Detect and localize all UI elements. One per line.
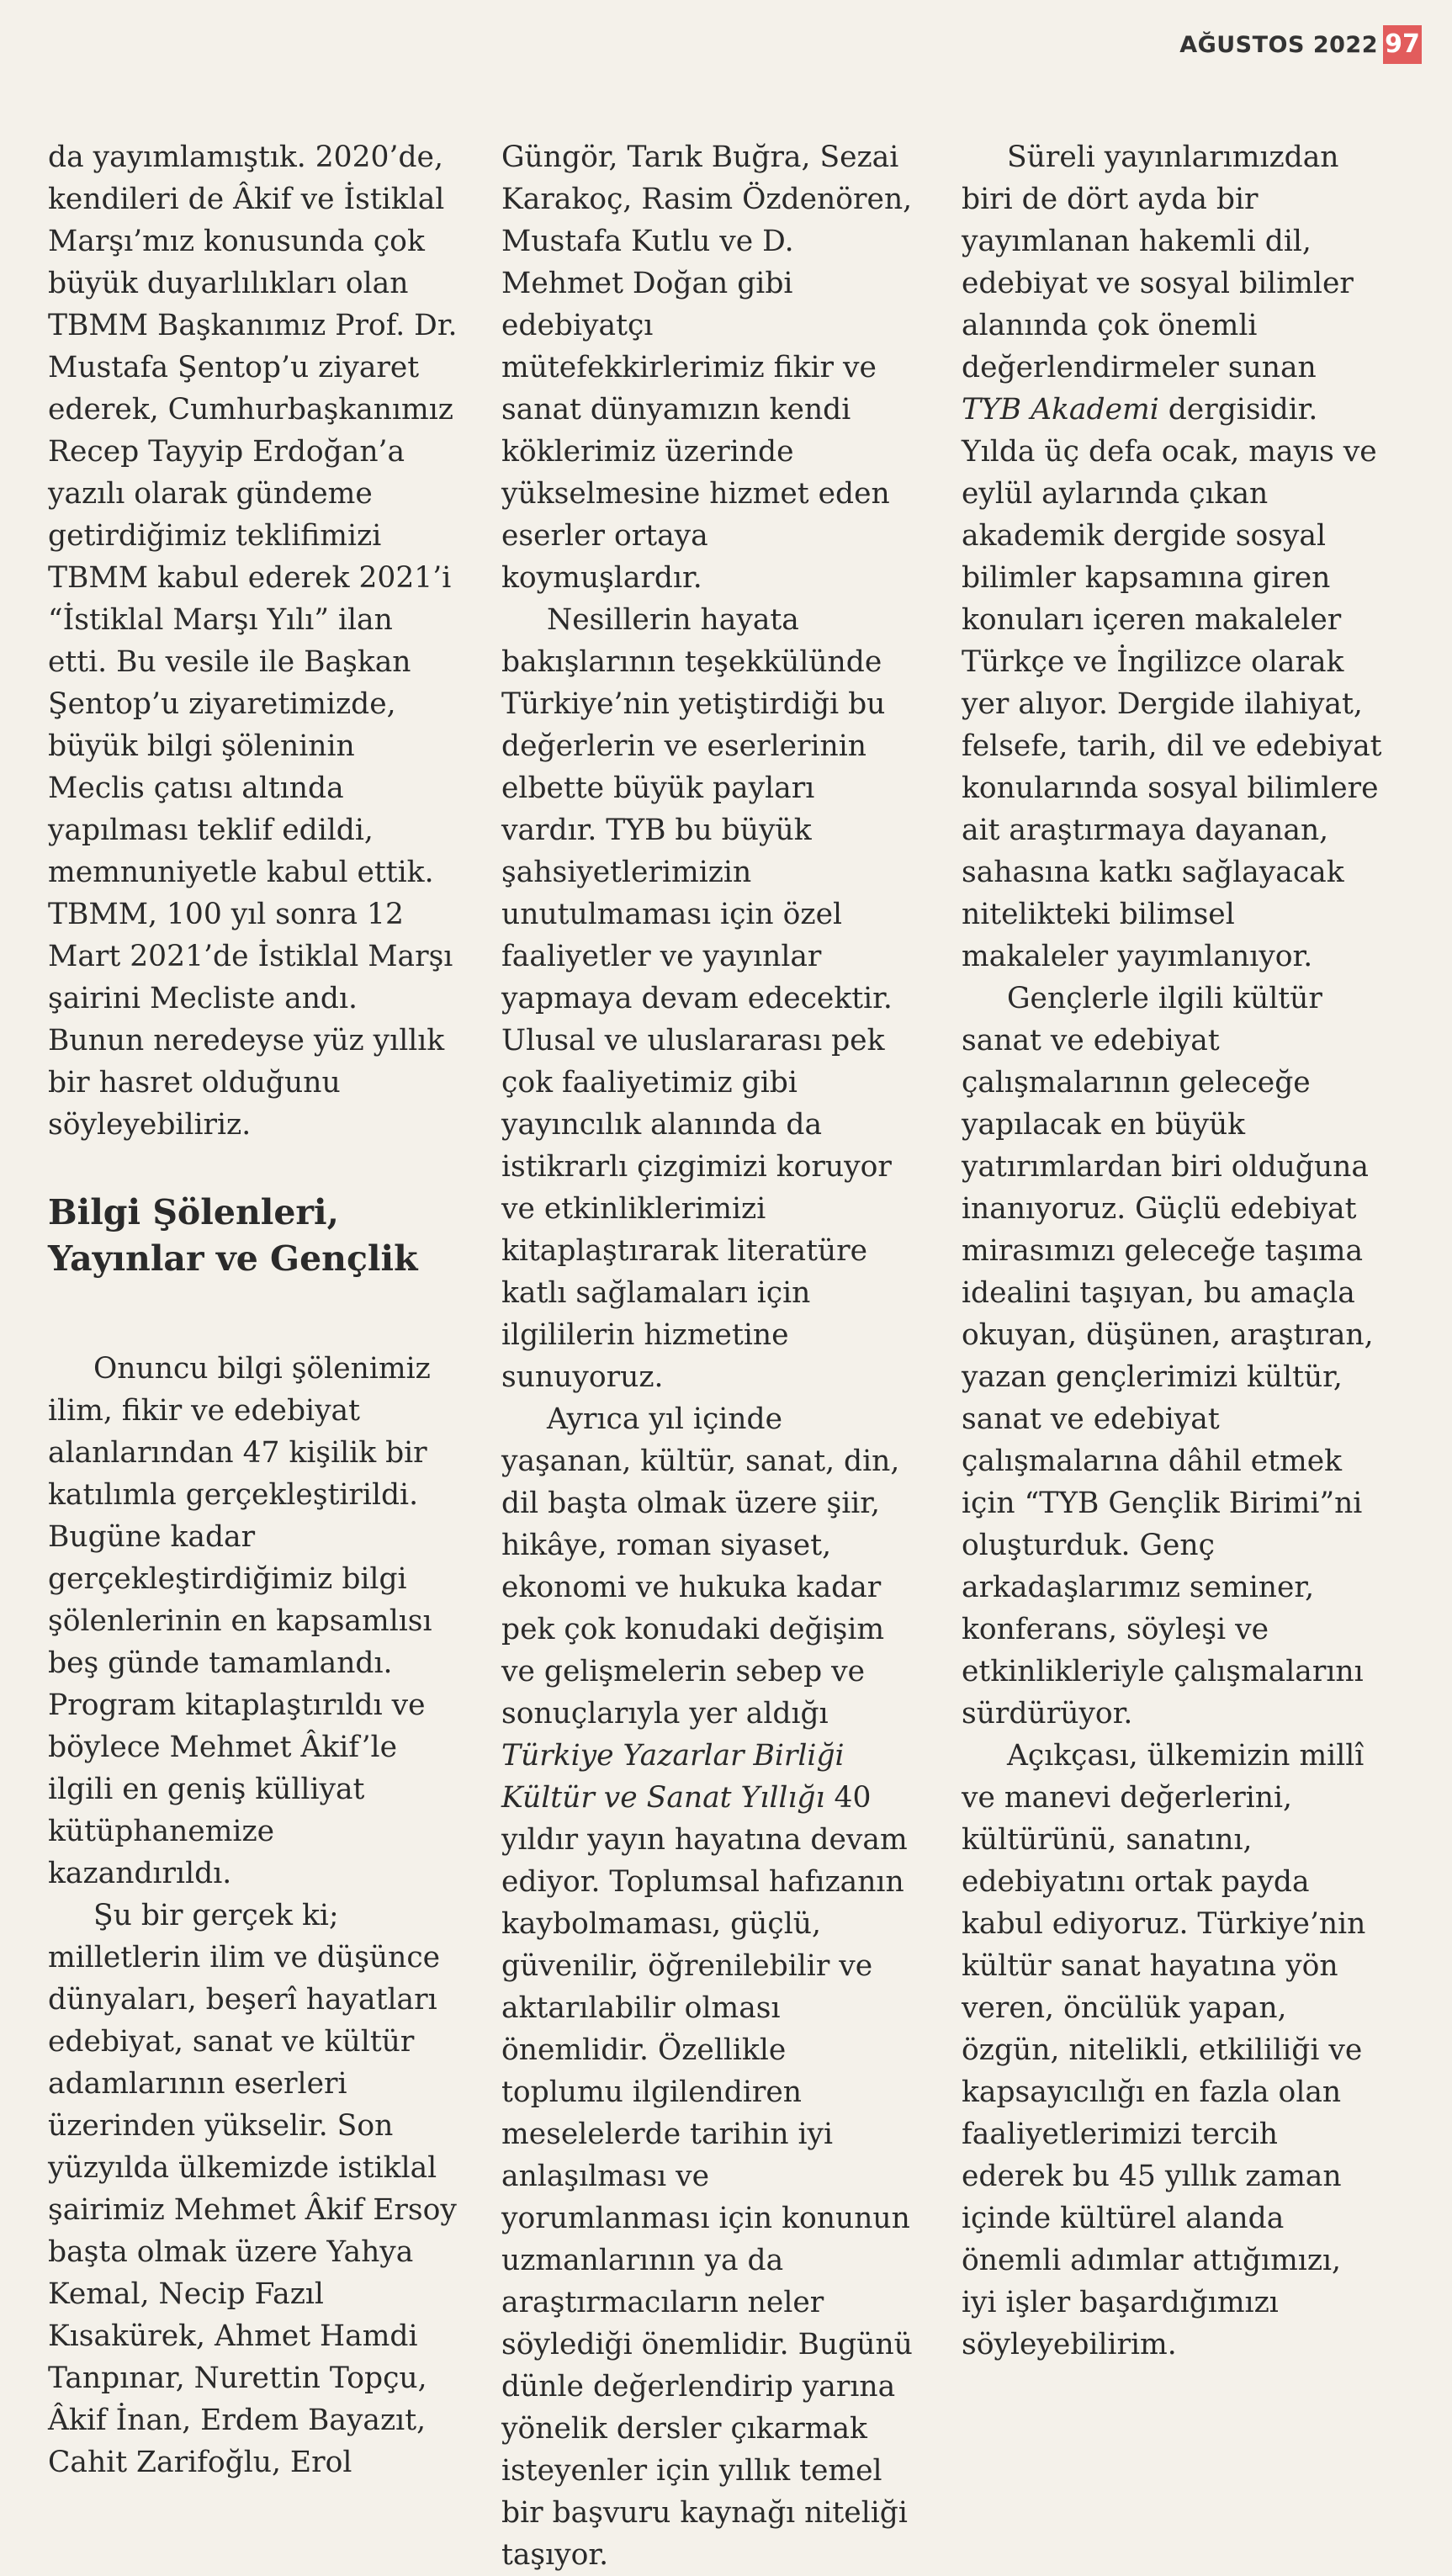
- paragraph: Güngör, Tarık Buğra, Sezai Karakoç, Rasim Özdenören, Mustafa Kutlu ve D. Mehmet Doğan gibi edebiyatçı mütefekkirlerimiz fikir ve sanat dünyamızın kendi köklerimiz üzerinde yükselmesine hizmet eden eserler ortaya koymuşlardır.: [501, 140, 913, 595]
- page-header: [1179, 25, 1422, 64]
- paragraph: [501, 1398, 914, 2576]
- paragraph: Açıkçası, ülkemizin millî ve manevi değerlerini, kültürünü, sanatını, edebiyatını ortak payda kabul ediyoruz. Türkiye’nin kültür sanat hayatına yön veren, öncülük yapan, özgün, nitelikli, etkililiği ve kapsayıcılığı en fazla olan faaliyetlerimizi tercih ederek bu 45 yıllık zaman içinde kültürel alanda önemli adımlar attığımızı, iyi işler başardığımızı söyleyebilirim.: [962, 1739, 1366, 2361]
- paragraph-text: 40 yıldır yayın hayatına devam ediyor. Toplumsal hafızanın kaybolmaması, güçlü, güvenilir, öğrenilebilir ve aktarılabilir olması önemlidir. Özellikle toplumu ilgilendiren meselelerde tarihin iyi anlaşılması ve yorumlanması için konunun uzmanlarının ya da araştırmacıların neler söylediği önemlidir. Bugünü dünle değerlendirip yarına yönelik dersler çıkarmak isteyenler için yıllık temel bir başvuru kaynağı niteliği taşıyor.: [501, 1781, 913, 2572]
- paragraph-text: Ayrıca yıl içinde yaşanan, kültür, sanat, din, dil başta olmak üzere şiir, hikâye, roman siyaset, ekonomi ve hukuka kadar pek çok konudaki değişim ve gelişmelerin sebep ve sonuçlarıyla yer aldığı: [501, 1402, 900, 1731]
- issue-date: AĞUSTOS 2022: [1179, 31, 1378, 58]
- text-column-2: [501, 136, 914, 2576]
- paragraph: Gençlerle ilgili kültür sanat ve edebiyat çalışmalarının geleceğe yapılacak en büyük yatırımlardan biri olduğuna inanıyoruz. Güçlü edebiyat mirasımızı geleceğe taşıma idealini taşıyan, bu amaçla okuyan, düşünen, araştıran, yazan gençlerimizi kültür, sanat ve edebiyat çalışmalarına dâhil etmek için “TYB Gençlik Birimi”ni oluşturduk. Genç arkadaşlarımız seminer, konferans, söyleşi ve etkinlikleriyle çalışmalarını sürdürüyor.: [962, 982, 1374, 1731]
- paragraph: [962, 136, 1382, 978]
- journal-title: TYB Akademi: [962, 393, 1159, 427]
- paragraph: Onuncu bilgi şölenimiz ilim, fikir ve edebiyat alanlarından 47 kişilik bir katılımla gerçekleştirildi. Bugüne kadar gerçekleştirdiğimiz bilgi şölenlerinin en kapsamlısı beş günde tamamlandı. Program kitaplaştırıldı ve böylece Mehmet Âkif’le ilgili en geniş külliyat kütüphanemize kazandırıldı.: [48, 1352, 432, 1890]
- section-heading: Bilgi Şölenleri, Yayınlar ve Gençlik: [48, 1192, 418, 1279]
- paragraph-text: dergisidir. Yılda üç defa ocak, mayıs ve eylül aylarında çıkan akademik dergide sosyal bilimler kapsamına giren konuları içeren makaleler Türkçe ve İngilizce olarak yer alıyor. Dergide ilahiyat, felsefe, tarih, dil ve edebiyat konularında sosyal bilimlere ait araştırmaya dayanan, sahasına katkı sağlayacak nitelikteki bilimsel makaleler yayımlanıyor.: [962, 393, 1382, 973]
- paragraph: Nesillerin hayata bakışlarının teşekkülünde Türkiye’nin yetiştirdiği bu değerlerin ve eserlerinin elbette büyük payları vardır. TYB bu büyük şahsiyetlerimizin unutulmaması için özel faaliyetler ve yayınlar yapmaya devam edecektir. Ulusal ve uluslararası pek çok faaliyetimiz gibi yayıncılık alanında da istikrarlı çizgimizi koruyor ve etkinliklerimizi kitaplaştırarak literatüre katlı sağlamaları için ilgililerin hizmetine sunuyoruz.: [501, 603, 893, 1394]
- page-number-badge: 97: [1383, 25, 1422, 64]
- text-column-3: [962, 136, 1382, 2366]
- text-column-1: [48, 136, 460, 2483]
- yearbook-title: Türkiye Yazarlar Birliği Kültür ve Sanat Yıllığı: [501, 1739, 845, 1815]
- paragraph: Şu bir gerçek ki; milletlerin ilim ve düşünce dünyaları, beşerî hayatları edebiyat, sanat ve kültür adamlarının eserleri üzerinden yükselir. Son yüzyılda ülkemizde istiklal şairimiz Mehmet Âkif Ersoy başta olmak üzere Yahya Kemal, Necip Fazıl Kısakürek, Ahmet Hamdi Tanpınar, Nurettin Topçu, Âkif İnan, Erdem Bayazıt, Cahit Zarifoğlu, Erol: [48, 1899, 457, 2479]
- paragraph: da yayımlamıştık. 2020’de, kendileri de Âkif ve İstiklal Marşı’mız konusunda çok büyük duyarlılıkları olan TBMM Başkanımız Prof. Dr. Mustafa Şentop’u ziyaret ederek, Cumhurbaşkanımız Recep Tayyip Erdoğan’a yazılı olarak gündeme getirdiğimiz teklifimizi TBMM kabul ederek 2021’i “İstiklal Marşı Yılı” ilan etti. Bu vesile ile Başkan Şentop’u ziyaretimizde, büyük bilgi şöleninin Meclis çatısı altında yapılması teklif edildi, memnuniyetle kabul ettik. TBMM, 100 yıl sonra 12 Mart 2021’de İstiklal Marşı şairini Mecliste andı. Bunun neredeyse yüz yıllık bir hasret olduğunu söyleyebiliriz.: [48, 140, 458, 1142]
- paragraph-text: Süreli yayınlarımızdan biri de dört ayda bir yayımlanan hakemli dil, edebiyat ve sosyal bilimler alanında çok önemli değerlendirmeler sunan: [962, 140, 1354, 384]
